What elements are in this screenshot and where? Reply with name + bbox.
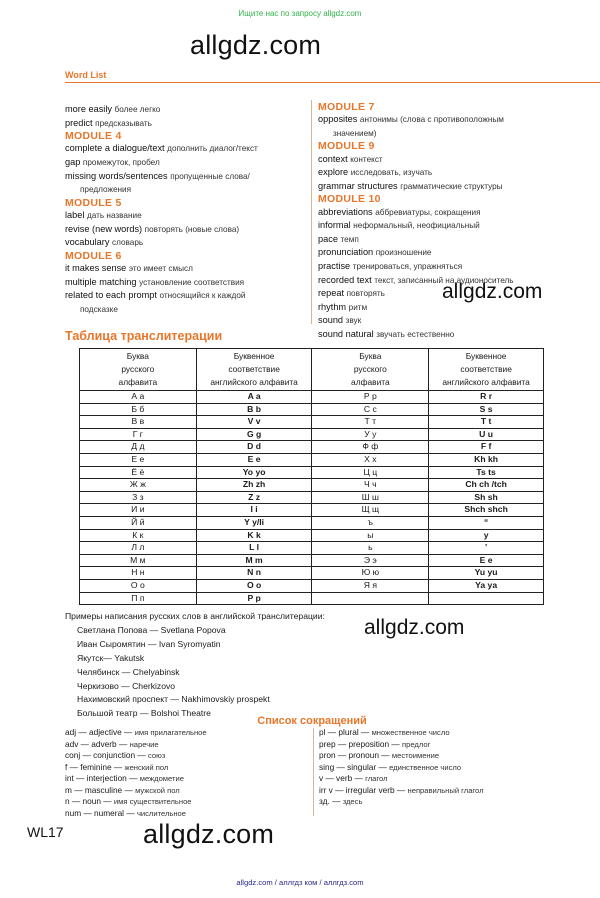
word-entry [318,328,600,342]
entry-term: pronunciation [318,247,374,258]
word-entry [318,113,600,127]
header-line: Буква [126,351,149,361]
entry-term: vocabulary [65,237,110,248]
entry-term: related to each prompt [65,290,157,301]
abbr-meaning: мужской пол [135,785,180,795]
abbr-meaning: имя прилагательное [134,728,207,737]
word-entry [318,301,600,315]
entry-translation: дополнить диалог/текст [167,144,258,154]
table-row [80,491,544,504]
abbr-term: irr v — irregular verb — [319,784,406,795]
entry-term: pace [318,233,338,244]
header-line: Буква [359,351,382,361]
word-list-title: Word List [65,70,107,80]
entry-translation: предложения [80,185,132,195]
abbr-meaning: здесь [342,797,363,806]
entry-translation: исследовать, изучать [350,168,433,178]
entry-translation: пропущенные слова/ [170,171,250,181]
abbr-term: pron — pronoun — [319,750,390,760]
example-line: Иван Сыромятин — Ivan Syromyatin [77,638,221,649]
word-entry [65,142,309,156]
table-cell: Kh kh [429,453,544,466]
word-entry [65,276,309,290]
table-cell: Й й [80,516,197,529]
example-line: Большой театр — Bolshoi Theatre [77,708,211,719]
table-row [80,403,544,416]
header-line: Буквенное [465,351,507,361]
abbr-entry [319,750,599,762]
abbr-right-column [319,727,599,808]
word-entry [318,287,600,301]
abbr-meaning: числительное [136,808,186,818]
abbr-entry [319,785,599,797]
header-line: соответствие [228,364,280,374]
table-cell: О о [80,579,197,592]
entry-term: opposites [318,114,358,125]
entry-translation: грамматические структуры [400,181,503,191]
table-cell: Y y/Ii [196,516,312,529]
table-cell: Ш ш [312,491,429,504]
abbr-entry [319,739,599,751]
table-cell: T t [429,416,544,429]
entry-translation: повторять (новые слова) [144,224,240,234]
abbr-left-column [65,727,309,819]
header-line: русского [353,364,387,374]
table-row [80,453,544,466]
table-cell: Ц ц [312,466,429,479]
entry-translation: предсказывать [95,118,152,128]
entry-translation: тренироваться, упражняться [352,261,463,271]
table-cell: Х х [312,453,429,466]
module-heading: MODULE 5 [65,196,122,209]
watermark: allgdz.com [442,280,543,303]
abbr-term: sing — singular — [319,761,387,772]
entry-term: repeat [318,288,345,299]
table-cell: К к [80,529,197,542]
module-heading: MODULE 9 [318,140,375,153]
word-entry [65,103,309,117]
table-cell: S s [429,403,544,416]
top-note: Ищите нас по запросу allgdz.com [238,9,362,18]
word-entry [65,262,309,276]
abbr-entry [65,773,309,785]
abbr-entry [65,750,309,762]
abbr-term: prep — preposition — [319,738,400,749]
entry-term: sound [318,315,344,326]
table-cell: ъ [312,516,429,529]
entry-translation: ритм [348,302,368,312]
table-cell: Z z [196,491,312,504]
abbr-term: зд. — [319,796,341,806]
abbr-meaning: женский пол [124,762,169,772]
table-cell: I i [196,504,312,517]
entry-term: rhythm [318,301,347,312]
table-cell: ы [312,529,429,542]
table-cell: Т т [312,416,429,429]
table-row [80,391,544,404]
entry-term: context [318,153,348,164]
table-cell: Ф ф [312,441,429,454]
table-cell: Yu yu [429,567,544,580]
table-cell: F f [429,441,544,454]
table-header-cell [312,349,429,391]
table-row [80,416,544,429]
word-entry [65,236,309,250]
word-entry-continued [65,183,309,197]
table-cell: O o [196,579,312,592]
abbr-entry [319,727,599,739]
abbr-entry [65,808,309,820]
entry-translation: аббревиатуры, сокращения [375,207,481,217]
entry-term: revise (new words) [65,223,143,234]
abbr-term: m — masculine — [65,784,133,795]
module-heading: MODULE 7 [318,101,375,113]
examples-intro: Примеры написания русских слов в английской транслитерации: [65,611,325,621]
abbr-meaning: междометие [139,774,184,783]
table-row [80,529,544,542]
table-cell [312,592,429,605]
entry-translation: словарь [112,238,144,248]
table-cell: U u [429,428,544,441]
table-row [80,516,544,529]
table-cell: А а [80,391,197,404]
table-cell: В в [80,416,197,429]
table-cell: Sh sh [429,491,544,504]
example-line: Светлана Попова — Svetlana Popova [77,624,226,635]
table-row [80,592,544,605]
entry-term: missing words/sentences [65,170,168,181]
word-entry [318,219,600,233]
transliteration-table [79,348,544,605]
table-cell: Э э [312,554,429,567]
abbr-term: pl — plural — [319,727,370,737]
abbr-entry [65,727,309,739]
entry-translation: значением) [333,128,377,138]
abbr-entry [319,762,599,774]
table-cell: “ [429,516,544,529]
table-header-cell [429,349,544,391]
word-entry [65,223,309,237]
word-entry [65,289,309,303]
table-header-cell [80,349,197,391]
examples-block [65,610,325,721]
abbr-term: f — feminine — [65,761,123,772]
word-entry [65,156,309,170]
table-cell: Ch ch /tch [429,479,544,492]
entry-translation: относящийся к каждой [159,291,246,301]
entry-term: complete a dialogue/text [65,143,165,154]
header-line: Буквенное [233,351,275,361]
entry-term: it makes sense [65,262,127,273]
table-cell: ь [312,542,429,555]
abbr-term: num — numeral — [65,807,135,818]
table-cell: V v [196,416,312,429]
entry-term: abbreviations [318,206,373,217]
entry-term: practise [318,260,351,271]
table-row [80,428,544,441]
abbr-meaning: предлог [402,739,431,749]
word-entry [318,314,600,328]
header-line: соответствие [460,364,512,374]
entry-translation: произношение [375,248,432,258]
abbr-entry [319,796,599,808]
entry-term: gap [65,156,81,167]
table-cell [429,592,544,605]
table-cell: Е е [80,453,197,466]
entry-translation: текст, записанный на аудионоситель [374,275,514,285]
entry-translation: дать название [86,210,142,220]
abbr-entry [65,739,309,751]
table-cell: Р р [312,391,429,404]
table-cell: Ч ч [312,479,429,492]
table-cell: Я я [312,579,429,592]
table-row [80,479,544,492]
word-entry-continued [65,303,309,317]
table-cell: L l [196,542,312,555]
abbr-meaning: глагол [365,774,388,783]
table-cell: Ya ya [429,579,544,592]
entry-term: recorded text [318,274,372,285]
abbr-meaning: имя существительное [113,797,192,806]
abbr-meaning: единственное число [389,762,462,772]
word-entry [318,180,600,194]
entry-translation: установление соответствия [139,277,245,287]
table-cell: У у [312,428,429,441]
entry-term: informal [318,220,351,231]
word-entry [318,153,600,167]
abbr-entry [65,785,309,797]
word-list-right-column [318,101,600,342]
word-entry [318,233,600,247]
entry-translation: подсказке [80,304,118,314]
table-cell: Ё ё [80,466,197,479]
table-cell: K k [196,529,312,542]
table-cell: N n [196,567,312,580]
title-rule [65,82,600,83]
table-cell: M m [196,554,312,567]
entry-translation: промежуток, пробел [82,157,160,167]
entry-term: explore [318,167,349,178]
table-cell: E e [196,453,312,466]
abbr-term: adj — adjective — [65,727,133,737]
table-cell: Д д [80,441,197,454]
header-line: алфавита [118,377,158,387]
table-cell: Ж ж [80,479,197,492]
table-cell: Shch shch [429,504,544,517]
entry-term: label [65,209,85,220]
table-cell: Б б [80,403,197,416]
table-cell: y [429,529,544,542]
word-entry [65,170,309,184]
abbr-meaning: местоимение [391,751,440,760]
table-cell: Ts ts [429,466,544,479]
abbr-entry [65,796,309,808]
abbr-term: conj — conjunction — [65,750,146,760]
table-cell: A a [196,391,312,404]
word-entry [318,260,600,274]
table-cell: П п [80,592,197,605]
table-row [80,504,544,517]
abbr-entry [319,773,599,785]
table-cell: С с [312,403,429,416]
table-cell: D d [196,441,312,454]
table-cell: G g [196,428,312,441]
entry-term: grammar structures [318,180,398,191]
module-heading: MODULE 4 [65,130,122,143]
table-cell: P p [196,592,312,605]
table-row [80,441,544,454]
abbr-title: Список сокращений [257,715,367,727]
entry-translation: повторять [346,289,385,299]
word-entry [318,274,600,288]
watermark: allgdz.com [190,30,322,60]
abbr-meaning: множественное число [371,728,450,737]
translit-title: Таблица транслитерации [65,329,223,343]
word-entry [65,117,309,131]
table-row [80,567,544,580]
word-entry [318,206,600,220]
example-line: Челябинск — Chelyabinsk [77,666,180,677]
watermark: allgdz.com [143,819,275,849]
abbr-meaning: союз [148,751,166,760]
table-cell: З з [80,491,197,504]
word-entry [65,209,309,223]
abbr-term: n — noun — [65,796,112,806]
abbr-divider [313,728,314,816]
table-cell: М м [80,554,197,567]
table-cell: Zh zh [196,479,312,492]
entry-term: sound natural [318,328,374,339]
word-entry-continued [318,127,600,141]
example-line: Нахимовский проспект — Nakhimovskiy prospekt [77,694,270,705]
watermark: allgdz.com [364,616,465,639]
table-cell: R r [429,391,544,404]
table-row [80,542,544,555]
table-cell: Г г [80,428,197,441]
abbr-entry [65,762,309,774]
header-line: русского [121,364,155,374]
page-number: WL17 [27,824,64,840]
entry-term: predict [65,117,93,128]
entry-translation: контекст [350,154,383,164]
entry-translation: это имеет смысл [128,263,193,273]
table-cell: B b [196,403,312,416]
header-line: алфавита [351,377,390,387]
abbr-term: int — interjection — [65,773,138,783]
entry-translation: более легко [114,105,161,114]
header-line: английского алфавита [210,377,298,387]
table-row [80,466,544,479]
table-cell: Л л [80,542,197,555]
example-line: Якутск— Yakutsk [77,652,145,663]
table-header-cell [196,349,312,391]
footer-links: allgdz.com / аллгдз ком / аллгдз.com [236,878,364,887]
table-row [80,554,544,567]
entry-translation: антонимы (слова с противоположным [359,115,504,125]
abbr-meaning: неправильный глагол [407,785,484,795]
module-heading: MODULE 6 [65,249,122,262]
entry-term: more easily [65,104,112,114]
header-line: английского алфавита [442,377,530,387]
word-entry [318,246,600,260]
abbr-term: adv — adverb — [65,738,128,749]
table-cell: Щ щ [312,504,429,517]
entry-term: multiple matching [65,276,137,287]
module-heading: MODULE 10 [318,193,381,206]
table-cell: ’ [429,542,544,555]
table-cell: Yo yo [196,466,312,479]
column-divider [311,100,312,324]
abbr-term: v — verb — [319,773,363,783]
abbr-meaning: наречие [129,739,159,749]
table-row [80,579,544,592]
word-entry [318,166,600,180]
entry-translation: звук [345,316,362,326]
entry-translation: звучать естественно [376,329,455,339]
entry-translation: неформальный, неофициальный [353,221,480,231]
example-line: Черкизово — Cherkizovo [77,680,176,691]
entry-translation: темп [340,234,359,244]
table-cell: Н н [80,567,197,580]
table-cell: Ю ю [312,567,429,580]
table-cell: И и [80,504,197,517]
table-cell: E e [429,554,544,567]
word-list-left-column [65,103,309,316]
